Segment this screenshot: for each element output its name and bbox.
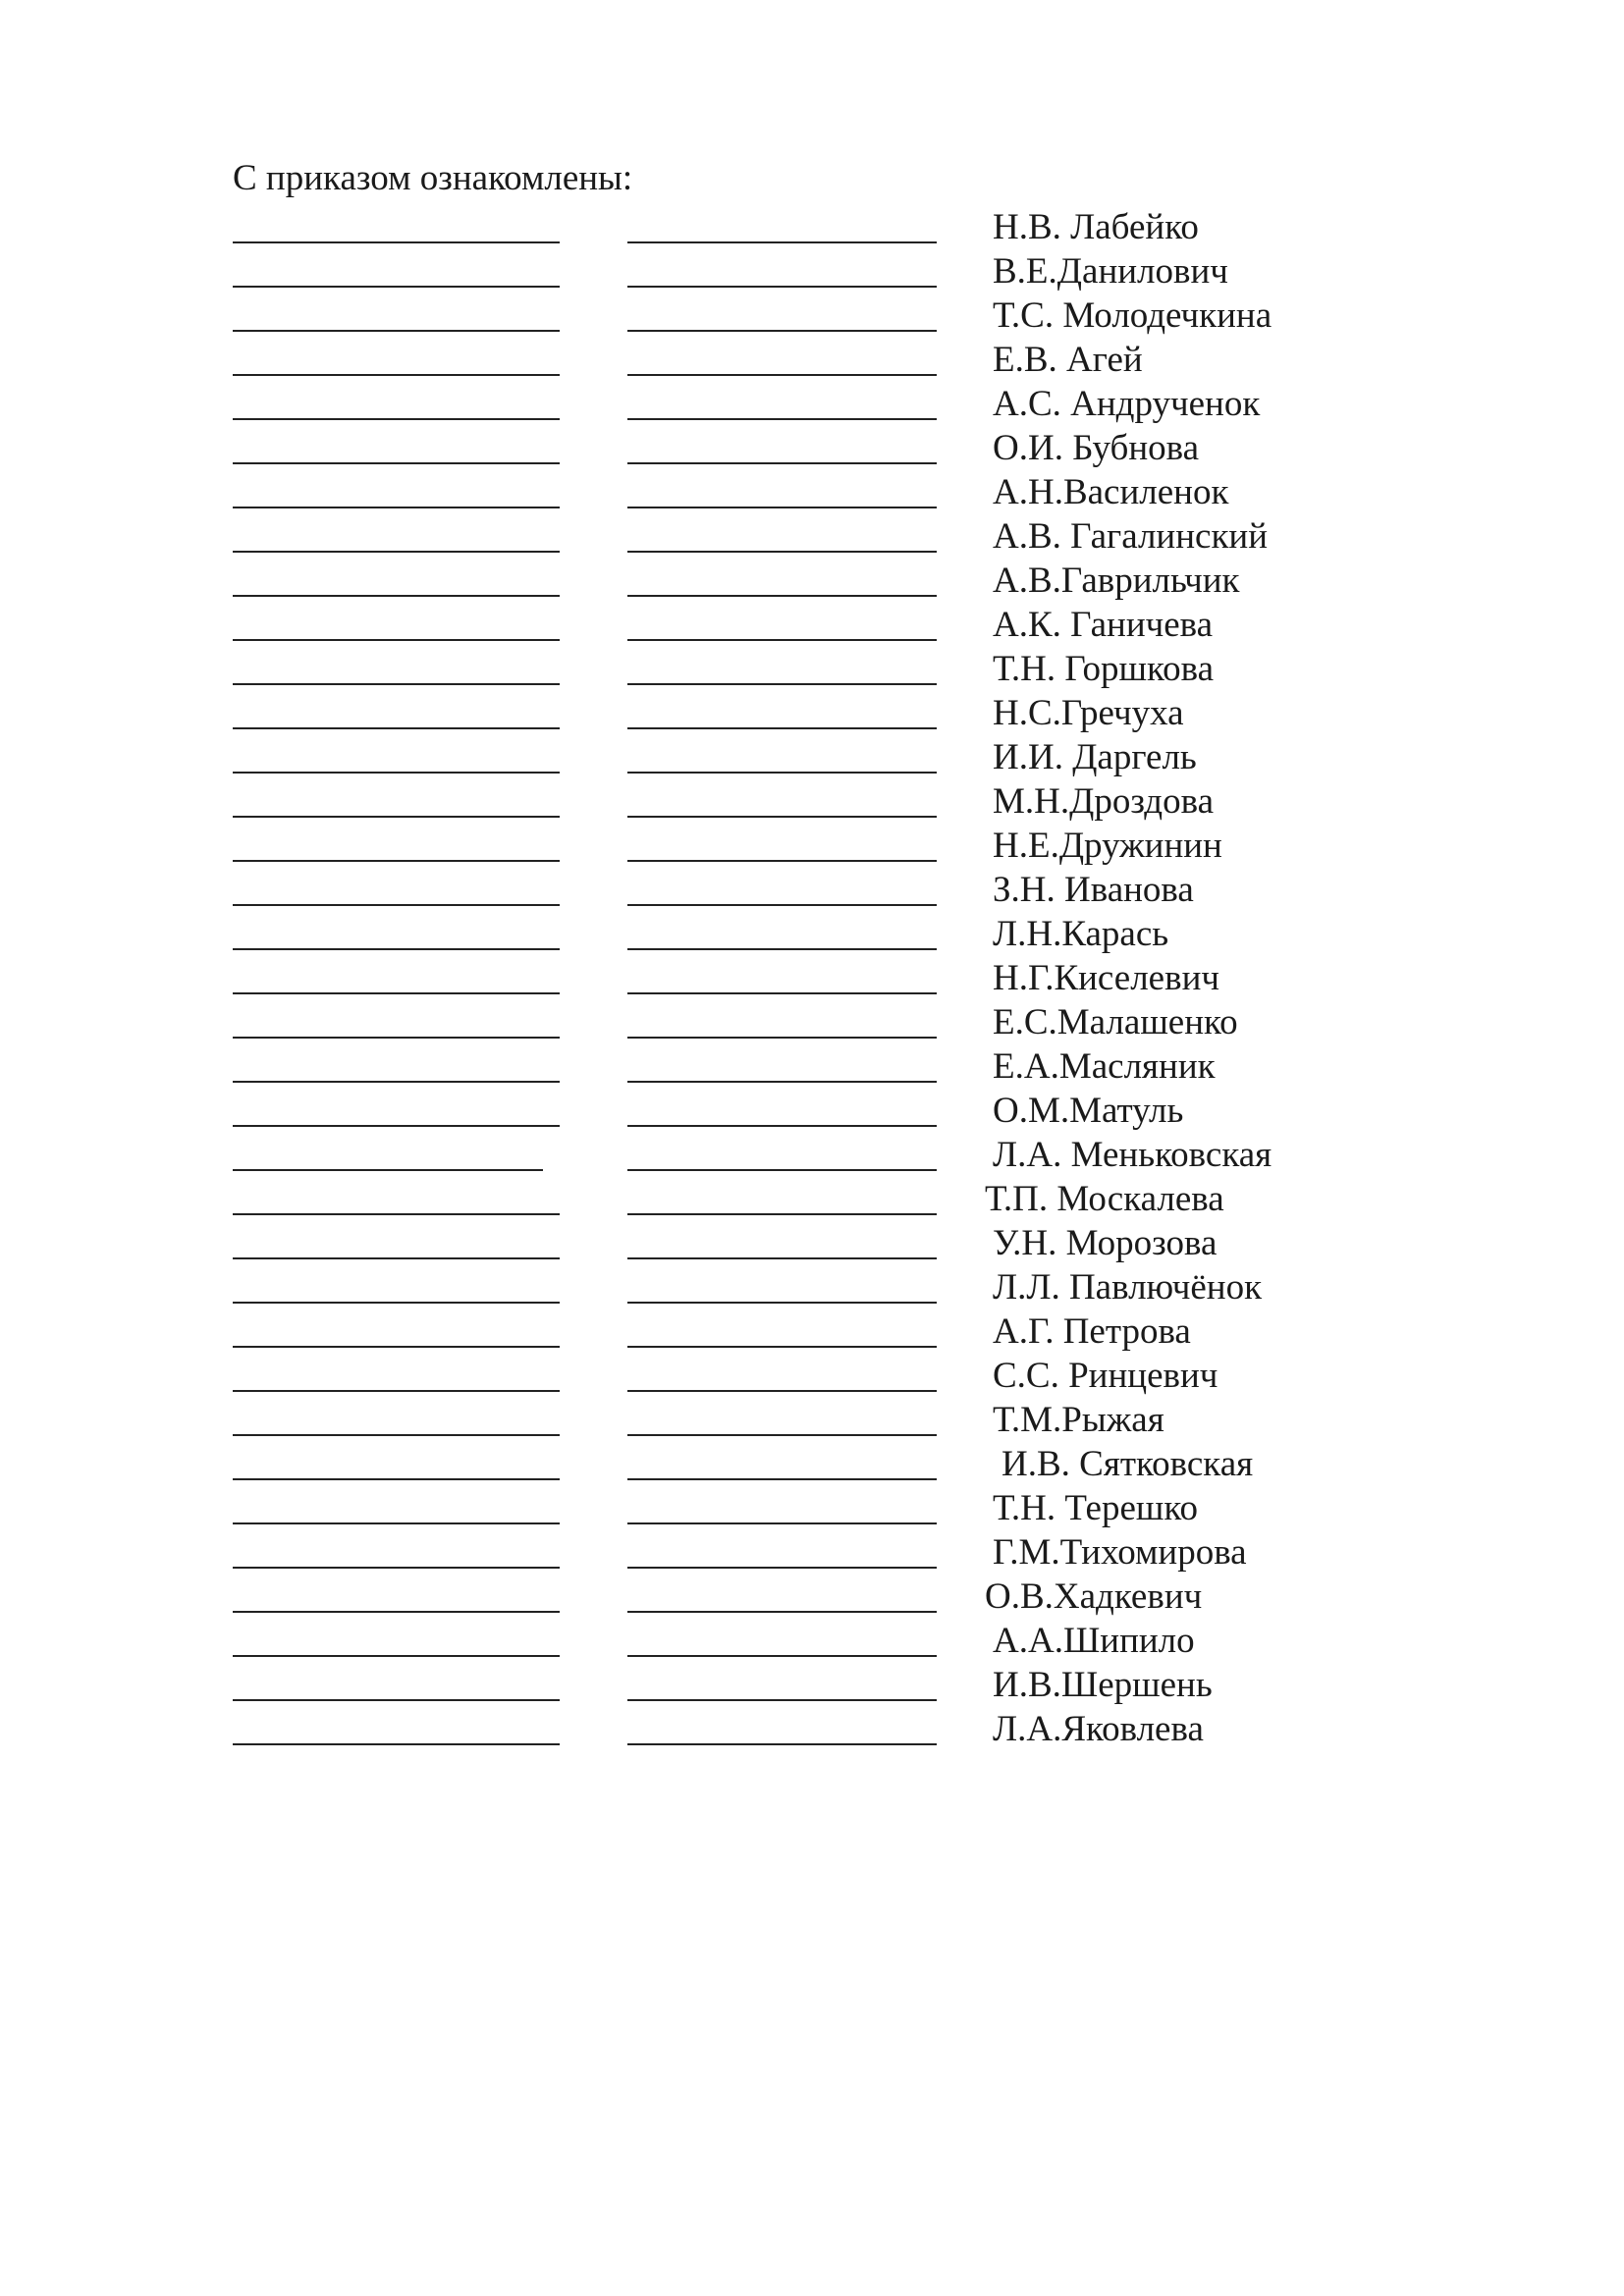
signatory-name: А.Г. Петрова: [993, 1311, 1191, 1352]
date-line: [627, 904, 937, 906]
signature-row: [0, 513, 1624, 558]
signature-row: [0, 1397, 1624, 1441]
signatory-name: Л.Л. Павлючёнок: [993, 1267, 1263, 1308]
signatory-name: Е.В. Агей: [993, 340, 1143, 380]
signature-row: [0, 469, 1624, 513]
signature-line: [233, 1611, 560, 1613]
signatory-name: А.В. Гагалинский: [993, 516, 1269, 557]
signatory-name: С.С. Ринцевич: [993, 1356, 1218, 1396]
date-line: [627, 727, 937, 729]
signature-line: [233, 1434, 560, 1436]
date-line: [627, 418, 937, 420]
signature-line: [233, 330, 560, 332]
date-line: [627, 1611, 937, 1613]
date-line: [627, 1743, 937, 1745]
signatory-name: И.И. Даргель: [993, 737, 1197, 777]
signatory-name: О.В.Хадкевич: [985, 1576, 1203, 1617]
signature-line: [233, 507, 560, 508]
signature-row: [0, 1574, 1624, 1618]
signature-line: [233, 639, 560, 641]
date-line: [627, 1169, 937, 1171]
date-line: [627, 1478, 937, 1480]
signature-row: [0, 558, 1624, 602]
signatory-name: У.Н. Морозова: [993, 1223, 1218, 1263]
date-line: [627, 1390, 937, 1392]
signature-row: [0, 1706, 1624, 1750]
signature-line: [233, 1567, 560, 1569]
signature-line: [233, 1037, 560, 1039]
document-heading: С приказом ознакомлены:: [233, 158, 633, 198]
signature-line: [233, 1302, 560, 1304]
signature-row: [0, 1441, 1624, 1485]
signature-row: [0, 425, 1624, 469]
signature-row: [0, 999, 1624, 1043]
date-line: [627, 1699, 937, 1701]
signature-line: [233, 992, 560, 994]
signature-line: [233, 1125, 560, 1127]
signature-row: [0, 911, 1624, 955]
signatory-name: Т.С. Молодечкина: [993, 295, 1272, 336]
date-line: [627, 507, 937, 508]
signature-line: [233, 683, 560, 685]
signatory-name: О.М.Матуль: [993, 1091, 1184, 1131]
signature-row: [0, 823, 1624, 867]
signature-line: [233, 1169, 543, 1171]
signature-row: [0, 867, 1624, 911]
signatory-name: М.Н.Дроздова: [993, 781, 1215, 822]
signature-row: [0, 955, 1624, 999]
signature-row: [0, 248, 1624, 293]
signature-row: [0, 1088, 1624, 1132]
signatory-name: Т.Н. Терешко: [993, 1488, 1198, 1528]
date-line: [627, 1037, 937, 1039]
signature-row: [0, 778, 1624, 823]
signature-line: [233, 241, 560, 243]
date-line: [627, 992, 937, 994]
signature-line: [233, 1699, 560, 1701]
signature-line: [233, 904, 560, 906]
signatory-name: О.И. Бубнова: [993, 428, 1200, 468]
signature-line: [233, 1478, 560, 1480]
signature-list: [0, 204, 1624, 1750]
signatory-name: Н.В. Лабейко: [993, 207, 1199, 247]
signature-line: [233, 1081, 560, 1083]
signature-row: [0, 1264, 1624, 1308]
signature-row: [0, 1529, 1624, 1574]
signature-line: [233, 462, 560, 464]
signatory-name: И.В.Шершень: [993, 1665, 1213, 1705]
signatory-name: З.Н. Иванова: [993, 870, 1194, 910]
date-line: [627, 330, 937, 332]
date-line: [627, 1346, 937, 1348]
date-line: [627, 1522, 937, 1524]
signatory-name: А.К. Ганичева: [993, 605, 1214, 645]
date-line: [627, 816, 937, 818]
signatory-name: Н.Г.Киселевич: [993, 958, 1219, 998]
signatory-name: В.Е.Данилович: [993, 251, 1228, 292]
signatory-name: Л.Н.Карась: [993, 914, 1169, 954]
signature-row: [0, 602, 1624, 646]
signatory-name: И.В. Сятковская: [1001, 1444, 1254, 1484]
signatory-name: Е.А.Масляник: [993, 1046, 1216, 1087]
date-line: [627, 374, 937, 376]
date-line: [627, 1567, 937, 1569]
signature-line: [233, 1655, 560, 1657]
signature-line: [233, 816, 560, 818]
date-line: [627, 462, 937, 464]
signatory-name: Т.Н. Горшкова: [993, 649, 1214, 689]
date-line: [627, 1257, 937, 1259]
signature-row: [0, 1308, 1624, 1353]
signature-line: [233, 374, 560, 376]
signatory-name: А.Н.Василенок: [993, 472, 1229, 512]
signatory-name: Л.А. Меньковская: [993, 1135, 1272, 1175]
signatory-name: Г.М.Тихомирова: [993, 1532, 1247, 1573]
signature-line: [233, 948, 560, 950]
signature-row: [0, 204, 1624, 248]
date-line: [627, 860, 937, 862]
signature-line: [233, 595, 560, 597]
date-line: [627, 551, 937, 553]
signatory-name: Н.С.Гречуха: [993, 693, 1184, 733]
signature-row: [0, 381, 1624, 425]
signature-line: [233, 286, 560, 288]
date-line: [627, 286, 937, 288]
date-line: [627, 772, 937, 774]
date-line: [627, 595, 937, 597]
signature-line: [233, 860, 560, 862]
signature-line: [233, 418, 560, 420]
signature-row: [0, 337, 1624, 381]
date-line: [627, 948, 937, 950]
signature-row: [0, 1043, 1624, 1088]
signature-row: [0, 293, 1624, 337]
signature-row: [0, 1485, 1624, 1529]
signature-row: [0, 1618, 1624, 1662]
signature-line: [233, 772, 560, 774]
date-line: [627, 1213, 937, 1215]
signatory-name: А.В.Гаврильчик: [993, 561, 1240, 601]
signature-line: [233, 1257, 560, 1259]
date-line: [627, 1125, 937, 1127]
signatory-name: А.А.Шипило: [993, 1621, 1195, 1661]
signatory-name: Л.А.Яковлева: [993, 1709, 1204, 1749]
signature-row: [0, 1132, 1624, 1176]
signature-line: [233, 1522, 560, 1524]
date-line: [627, 1655, 937, 1657]
signature-row: [0, 1662, 1624, 1706]
signatory-name: Н.Е.Дружинин: [993, 826, 1222, 866]
signature-row: [0, 1353, 1624, 1397]
signature-line: [233, 551, 560, 553]
signature-line: [233, 1390, 560, 1392]
signature-line: [233, 727, 560, 729]
signature-row: [0, 1220, 1624, 1264]
date-line: [627, 241, 937, 243]
signature-line: [233, 1743, 560, 1745]
signature-line: [233, 1346, 560, 1348]
signatory-name: Т.М.Рыжая: [993, 1400, 1164, 1440]
signature-row: [0, 734, 1624, 778]
signature-row: [0, 646, 1624, 690]
date-line: [627, 1081, 937, 1083]
signature-line: [233, 1213, 560, 1215]
signatory-name: Е.С.Малашенко: [993, 1002, 1238, 1042]
date-line: [627, 1434, 937, 1436]
signatory-name: Т.П. Москалева: [985, 1179, 1224, 1219]
date-line: [627, 1302, 937, 1304]
date-line: [627, 639, 937, 641]
date-line: [627, 683, 937, 685]
signatory-name: А.С. Андрученок: [993, 384, 1261, 424]
signature-row: [0, 690, 1624, 734]
signature-row: [0, 1176, 1624, 1220]
